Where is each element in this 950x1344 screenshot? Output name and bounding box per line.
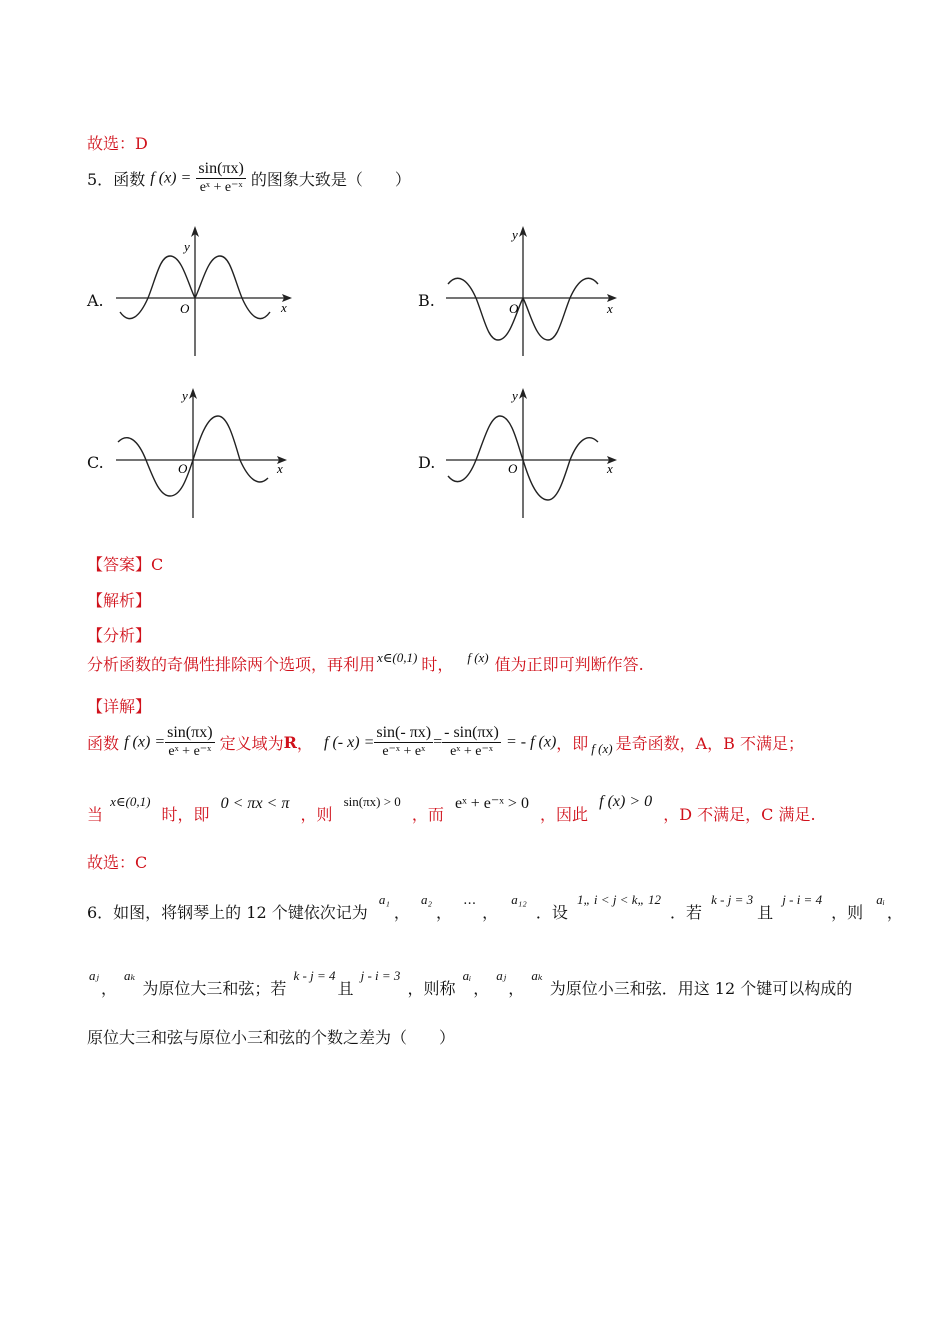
q6-c2: j - i = 4: [782, 892, 823, 907]
d1-text-2b: ，: [296, 734, 313, 753]
d2-m4: eˣ + e⁻ˣ > 0: [455, 795, 529, 812]
d1-den-2: e⁻ˣ + eˣ: [382, 744, 426, 759]
q5-stem-suffix: 的图象大致是（ ）: [250, 170, 411, 189]
q6-comma: ，: [393, 903, 410, 922]
q6-aj-2: aⱼ: [496, 968, 507, 983]
q6-line1-a: 6．如图，将钢琴上的 12 个键依次记为: [87, 903, 368, 922]
d2-t4: ，因此: [540, 805, 589, 824]
d1-fx2: f (x): [591, 740, 613, 756]
origin-label: O: [178, 461, 188, 476]
q6-comma: ，: [508, 979, 525, 998]
q6-line1-c: ．若: [670, 903, 703, 922]
q6-c4: j - i = 3: [360, 968, 401, 983]
q6-qie-2: 且: [337, 979, 354, 998]
q5-number: 5．: [87, 170, 114, 189]
d1-den-1: eˣ + e⁻ˣ: [168, 744, 212, 759]
q6-a12: a₁₂: [511, 892, 527, 907]
fenxi-text-2: 时，: [421, 655, 454, 674]
q5-stem-prefix: 函数: [113, 170, 146, 189]
x-axis-label: x: [607, 461, 613, 476]
q6-line-1: [87, 884, 903, 924]
graph-a: [112, 222, 298, 360]
option-c-label: C.: [87, 453, 104, 472]
q5-fx: f (x) =: [150, 169, 192, 187]
q6-line-2: [87, 962, 852, 1002]
d2-m3: sin(πx) > 0: [343, 794, 401, 809]
fenxi-text-3: 值为正即可判断作答.: [494, 655, 644, 674]
fenxi-math-2: f (x): [467, 650, 489, 665]
origin-label: O: [509, 301, 519, 316]
q5-fenxi-heading: 【分析】: [87, 626, 152, 645]
q6-dots: …: [463, 893, 477, 908]
q6-ai: aᵢ: [876, 892, 885, 907]
prev-answer: 故选：D: [87, 134, 148, 153]
q6-line2-c: 为原位小三和弦．用这 12 个键可以构成的: [549, 979, 853, 998]
q6-aj: aⱼ: [89, 968, 99, 983]
q6-line2-b: ，则称: [407, 979, 456, 998]
q5-detail-line-2: [87, 786, 816, 826]
q6-cond: 1„ i < j < k„ 12: [576, 892, 661, 907]
q6-comma: ，: [473, 979, 490, 998]
fenxi-text-1: 分析函数的奇偶性排除两个选项，再利用: [87, 655, 376, 674]
q5-xiangjie-heading: 【详解】: [87, 697, 152, 716]
d1-num-2: sin(- πx): [376, 724, 432, 741]
q5-denominator: eˣ + e⁻ˣ: [199, 180, 243, 195]
d1-text-2: 定义域为: [219, 734, 284, 753]
d2-dang: 当: [87, 805, 104, 824]
graph-c: [112, 384, 298, 522]
origin-label: O: [508, 461, 518, 476]
q6-ak-2: aₖ: [531, 968, 543, 983]
d1-fx: f (x) =: [124, 733, 166, 751]
q6-c1: k - j = 3: [711, 892, 754, 907]
q6-a2: a₂: [420, 892, 432, 907]
d2-t3: ，而: [411, 805, 444, 824]
d1-tail: = - f (x): [505, 733, 557, 751]
d1-eq: =: [433, 733, 443, 751]
d1-num-1: sin(πx): [167, 724, 213, 741]
d2-t5: ，D 不满足，C 满足.: [663, 805, 816, 824]
q6-a1: a₁: [378, 892, 390, 907]
d1-text-3: ，即: [556, 734, 589, 753]
d1-R: R: [283, 733, 297, 752]
q6-comma: ，: [100, 979, 117, 998]
q5-fenxi-text: [87, 652, 644, 680]
d1-fraction-2: [374, 724, 433, 761]
d2-m1: x∈(0,1): [110, 794, 151, 809]
option-b-label: B.: [418, 291, 435, 310]
graph-d: [442, 384, 628, 522]
x-axis-label: x: [281, 300, 287, 315]
q5-answer: 【答案】C: [87, 555, 164, 574]
d1-num-3: - sin(πx): [444, 724, 499, 741]
y-axis-label: y: [184, 239, 190, 254]
q6-line1-b: ．设: [535, 903, 568, 922]
q6-qie: 且: [757, 903, 774, 922]
q5-jiexi-heading: 【解析】: [87, 591, 152, 610]
q6-comma: ，: [435, 903, 452, 922]
origin-label: O: [180, 301, 190, 316]
option-a-label: A.: [87, 291, 104, 310]
q5-numerator: sin(πx): [198, 160, 244, 177]
fenxi-math-1: x∈(0,1): [377, 650, 418, 665]
d2-t1: 时，即: [161, 805, 210, 824]
q5-detail-line-1: [87, 724, 804, 774]
d2-m5: f (x) > 0: [599, 793, 653, 810]
graph-b: [442, 222, 628, 360]
q6-c3: k - j = 4: [293, 968, 336, 983]
y-axis-label: y: [512, 227, 518, 242]
q5-stem: [87, 160, 411, 210]
d1-fraction-3: [442, 724, 501, 761]
d1-text-1: 函数: [87, 734, 120, 753]
d2-m2: 0 < πx < π: [220, 795, 290, 812]
q5-fraction: [196, 160, 245, 197]
d1-fmx: f (- x) =: [324, 733, 375, 751]
y-axis-label: y: [512, 388, 518, 403]
q6-comma: ，: [886, 903, 903, 922]
q6-line-3: 原位大三和弦与原位小三和弦的个数之差为（ ）: [87, 1028, 456, 1047]
d1-text-4: 是奇函数，A，B 不满足；: [615, 734, 804, 753]
x-axis-label: x: [607, 301, 613, 316]
q6-line1-d: ，则: [831, 903, 864, 922]
d1-den-3: eˣ + e⁻ˣ: [450, 744, 493, 759]
option-d-label: D.: [418, 453, 436, 472]
q5-final-answer: 故选：C: [87, 853, 148, 872]
x-axis-label: x: [277, 461, 283, 476]
d1-fraction-1: [165, 724, 214, 761]
q6-ak: aₖ: [124, 968, 136, 983]
q6-comma: ，: [482, 903, 499, 922]
q6-ai-2: aᵢ: [462, 968, 472, 983]
q6-line2-a: 为原位大三和弦；若: [142, 979, 287, 998]
d2-t2: ，则: [300, 805, 333, 824]
y-axis-label: y: [182, 388, 188, 403]
